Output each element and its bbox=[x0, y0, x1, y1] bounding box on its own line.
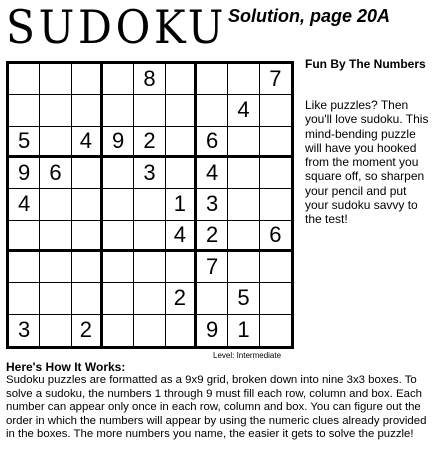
sudoku-cell[interactable] bbox=[40, 95, 71, 126]
sudoku-cell[interactable]: 4 bbox=[72, 127, 103, 158]
sudoku-cell[interactable]: 1 bbox=[228, 315, 259, 346]
sudoku-cell[interactable] bbox=[166, 252, 197, 283]
sudoku-logo: SUDOKU bbox=[6, 0, 228, 54]
sudoku-cell[interactable] bbox=[103, 64, 134, 95]
sudoku-cell[interactable] bbox=[166, 315, 197, 346]
sudoku-cell[interactable]: 6 bbox=[197, 127, 228, 158]
sudoku-cell[interactable] bbox=[103, 158, 134, 189]
sudoku-cell[interactable]: 5 bbox=[9, 127, 40, 158]
sudoku-cell[interactable]: 2 bbox=[72, 315, 103, 346]
sidebar-text: Like puzzles? Then you'll love sudoku. This mind-bending puzzle will have you hooked from the moment you square off, so sharpen your pencil and put your sudoku savvy to the test! bbox=[305, 98, 429, 227]
sudoku-cell[interactable]: 4 bbox=[9, 189, 40, 220]
sudoku-cell[interactable]: 6 bbox=[40, 158, 71, 189]
sudoku-cell[interactable] bbox=[228, 127, 259, 158]
sudoku-cell[interactable] bbox=[103, 315, 134, 346]
sudoku-cell[interactable] bbox=[260, 252, 291, 283]
sudoku-cell[interactable]: 9 bbox=[197, 315, 228, 346]
sudoku-cell[interactable] bbox=[260, 95, 291, 126]
sudoku-cell[interactable] bbox=[72, 95, 103, 126]
sudoku-cell[interactable] bbox=[72, 64, 103, 95]
sudoku-grid bbox=[6, 61, 294, 349]
sudoku-cell[interactable] bbox=[134, 283, 165, 314]
sudoku-cell[interactable] bbox=[40, 221, 71, 252]
sudoku-cell[interactable]: 5 bbox=[228, 283, 259, 314]
sudoku-cell[interactable]: 9 bbox=[9, 158, 40, 189]
sidebar-title: Fun By The Numbers bbox=[305, 57, 426, 71]
sudoku-cell[interactable] bbox=[260, 189, 291, 220]
sudoku-cell[interactable] bbox=[9, 221, 40, 252]
sudoku-cell[interactable] bbox=[197, 283, 228, 314]
sudoku-cell[interactable] bbox=[103, 189, 134, 220]
sudoku-cell[interactable] bbox=[40, 315, 71, 346]
sudoku-cell[interactable]: 3 bbox=[9, 315, 40, 346]
instructions-title: Here's How It Works: bbox=[6, 360, 126, 374]
sudoku-cell[interactable] bbox=[9, 95, 40, 126]
sudoku-cell[interactable]: 2 bbox=[134, 127, 165, 158]
sudoku-cell[interactable] bbox=[228, 221, 259, 252]
sudoku-cell[interactable] bbox=[40, 127, 71, 158]
sudoku-cell[interactable] bbox=[103, 95, 134, 126]
sudoku-cell[interactable] bbox=[72, 221, 103, 252]
sudoku-cell[interactable] bbox=[72, 252, 103, 283]
sudoku-cell[interactable] bbox=[166, 95, 197, 126]
sudoku-cell[interactable]: 2 bbox=[197, 221, 228, 252]
sudoku-cell[interactable] bbox=[197, 95, 228, 126]
solution-page-reference: Solution, page 20A bbox=[228, 6, 391, 26]
sudoku-cell[interactable] bbox=[166, 64, 197, 95]
sudoku-cell[interactable] bbox=[228, 189, 259, 220]
sudoku-cell[interactable]: 7 bbox=[197, 252, 228, 283]
sudoku-cell[interactable] bbox=[40, 283, 71, 314]
sudoku-cell[interactable]: 3 bbox=[134, 158, 165, 189]
sudoku-cell[interactable]: 1 bbox=[166, 189, 197, 220]
sudoku-cell[interactable] bbox=[134, 95, 165, 126]
sudoku-cell[interactable]: 9 bbox=[103, 127, 134, 158]
sudoku-cell[interactable] bbox=[228, 158, 259, 189]
sudoku-cell[interactable] bbox=[260, 315, 291, 346]
sudoku-cell[interactable]: 4 bbox=[166, 221, 197, 252]
difficulty-level: Level: Intermediate bbox=[213, 351, 282, 360]
sudoku-cell[interactable] bbox=[72, 189, 103, 220]
sudoku-cell[interactable] bbox=[40, 252, 71, 283]
sudoku-cell[interactable] bbox=[166, 127, 197, 158]
sudoku-cell[interactable] bbox=[197, 64, 228, 95]
sudoku-cell[interactable] bbox=[103, 252, 134, 283]
sudoku-cell[interactable] bbox=[72, 283, 103, 314]
sudoku-cell[interactable]: 7 bbox=[260, 64, 291, 95]
sudoku-cell[interactable]: 3 bbox=[197, 189, 228, 220]
sudoku-cell[interactable] bbox=[40, 64, 71, 95]
sudoku-cell[interactable]: 4 bbox=[228, 95, 259, 126]
sudoku-cell[interactable]: 6 bbox=[260, 221, 291, 252]
sudoku-cell[interactable]: 2 bbox=[166, 283, 197, 314]
sudoku-cell[interactable] bbox=[228, 64, 259, 95]
sudoku-cell[interactable] bbox=[9, 252, 40, 283]
sudoku-cell[interactable] bbox=[134, 221, 165, 252]
sudoku-cell[interactable] bbox=[40, 189, 71, 220]
sudoku-cell[interactable] bbox=[260, 127, 291, 158]
sudoku-cell[interactable] bbox=[260, 283, 291, 314]
sudoku-cell[interactable]: 8 bbox=[134, 64, 165, 95]
instructions-text: Sudoku puzzles are formatted as a 9x9 grid, broken down into nine 3x3 boxes. To solve a sudoku, the numbers 1 through 9 must fill each row, column and box. Each number can appear only once in each row, column and box. You can figure out the order in which the numbers will appear by using the numeric clues already provided in the boxes. The more numbers you name, the easier it gets to solve the puzzle! bbox=[6, 374, 427, 440]
sudoku-cell[interactable] bbox=[228, 252, 259, 283]
sudoku-cell[interactable] bbox=[260, 158, 291, 189]
sudoku-cell[interactable] bbox=[103, 221, 134, 252]
sudoku-cell[interactable] bbox=[9, 64, 40, 95]
sudoku-cell[interactable] bbox=[103, 283, 134, 314]
sudoku-cell[interactable] bbox=[134, 189, 165, 220]
sudoku-cell[interactable]: 4 bbox=[197, 158, 228, 189]
sudoku-cell[interactable] bbox=[134, 315, 165, 346]
sudoku-cell[interactable] bbox=[72, 158, 103, 189]
sudoku-cell[interactable] bbox=[166, 158, 197, 189]
sudoku-cell[interactable] bbox=[9, 283, 40, 314]
sudoku-cell[interactable] bbox=[134, 252, 165, 283]
